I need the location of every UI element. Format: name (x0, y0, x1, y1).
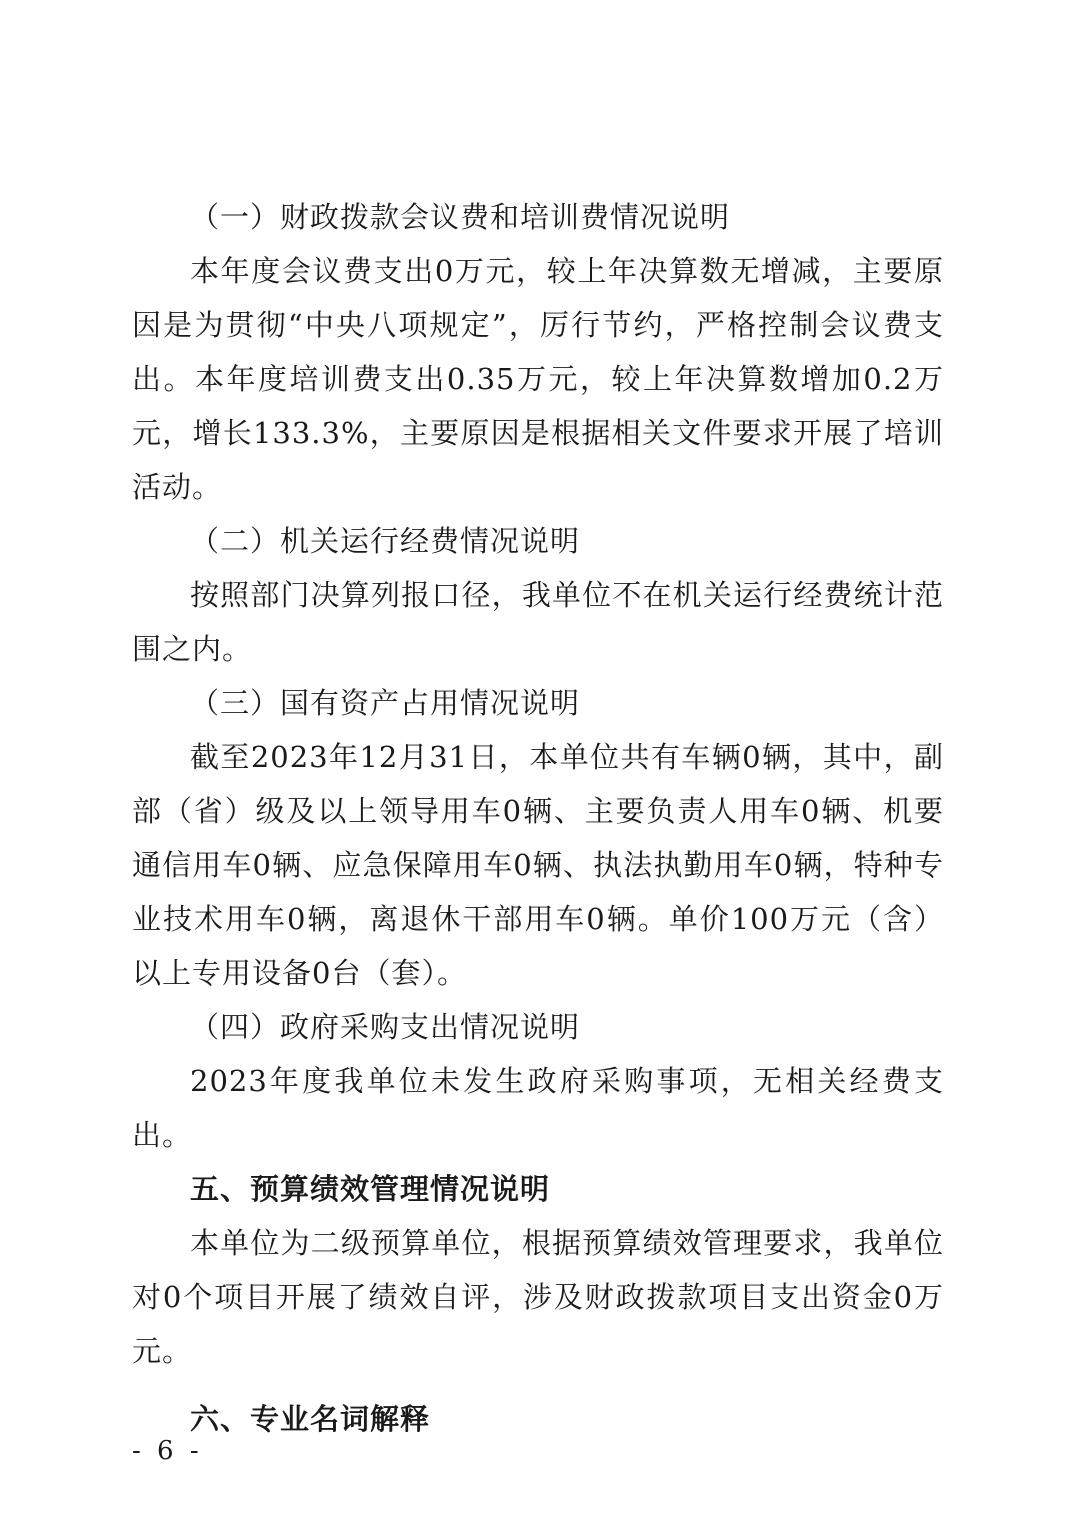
section-body-meeting-training-fees: 本年度会议费支出0万元，较上年决算数无增减，主要原因是为贯彻“中央八项规定”，厉行节约，严格控制会议费支出。本年度培训费支出0.35万元，较上年决算数增加0.2万元，增长133.3%，主要原因是根据相关文件要求开展了培训活动。 (132, 254, 944, 504)
section-title-glossary: 六、专业名词解释 (190, 1402, 431, 1436)
section-title-operating-expenses: （二）机关运行经费情况说明 (190, 524, 581, 558)
spacer (132, 1378, 944, 1392)
section-title-performance-management: 五、预算绩效管理情况说明 (190, 1172, 551, 1206)
section-title-state-assets: （三）国有资产占用情况说明 (190, 686, 581, 720)
section-body-state-assets: 截至2023年12月31日，本单位共有车辆0辆，其中，副部（省）级及以上领导用车0辆、主要负责人用车0辆、机要通信用车0辆、应急保障用车0辆、执法执勤用车0辆，特种专业技术用车0辆，离退休干部用车0辆。单价100万元（含）以上专用设备0台（套）。 (132, 740, 944, 990)
page-number: - 6 - (132, 1436, 203, 1466)
section-body-government-procurement: 2023年度我单位未发生政府采购事项，无相关经费支出。 (132, 1064, 944, 1152)
section-title-meeting-training-fees: （一）财政拨款会议费和培训费情况说明 (190, 200, 731, 234)
section-body-operating-expenses: 按照部门决算列报口径，我单位不在机关运行经费统计范围之内。 (132, 578, 944, 666)
document-page (132, 190, 944, 1446)
section-body-performance-management: 本单位为二级预算单位，根据预算绩效管理要求，我单位对0个项目开展了绩效自评，涉及财政拨款项目支出资金0万元。 (132, 1226, 944, 1368)
section-title-government-procurement: （四）政府采购支出情况说明 (190, 1010, 581, 1044)
